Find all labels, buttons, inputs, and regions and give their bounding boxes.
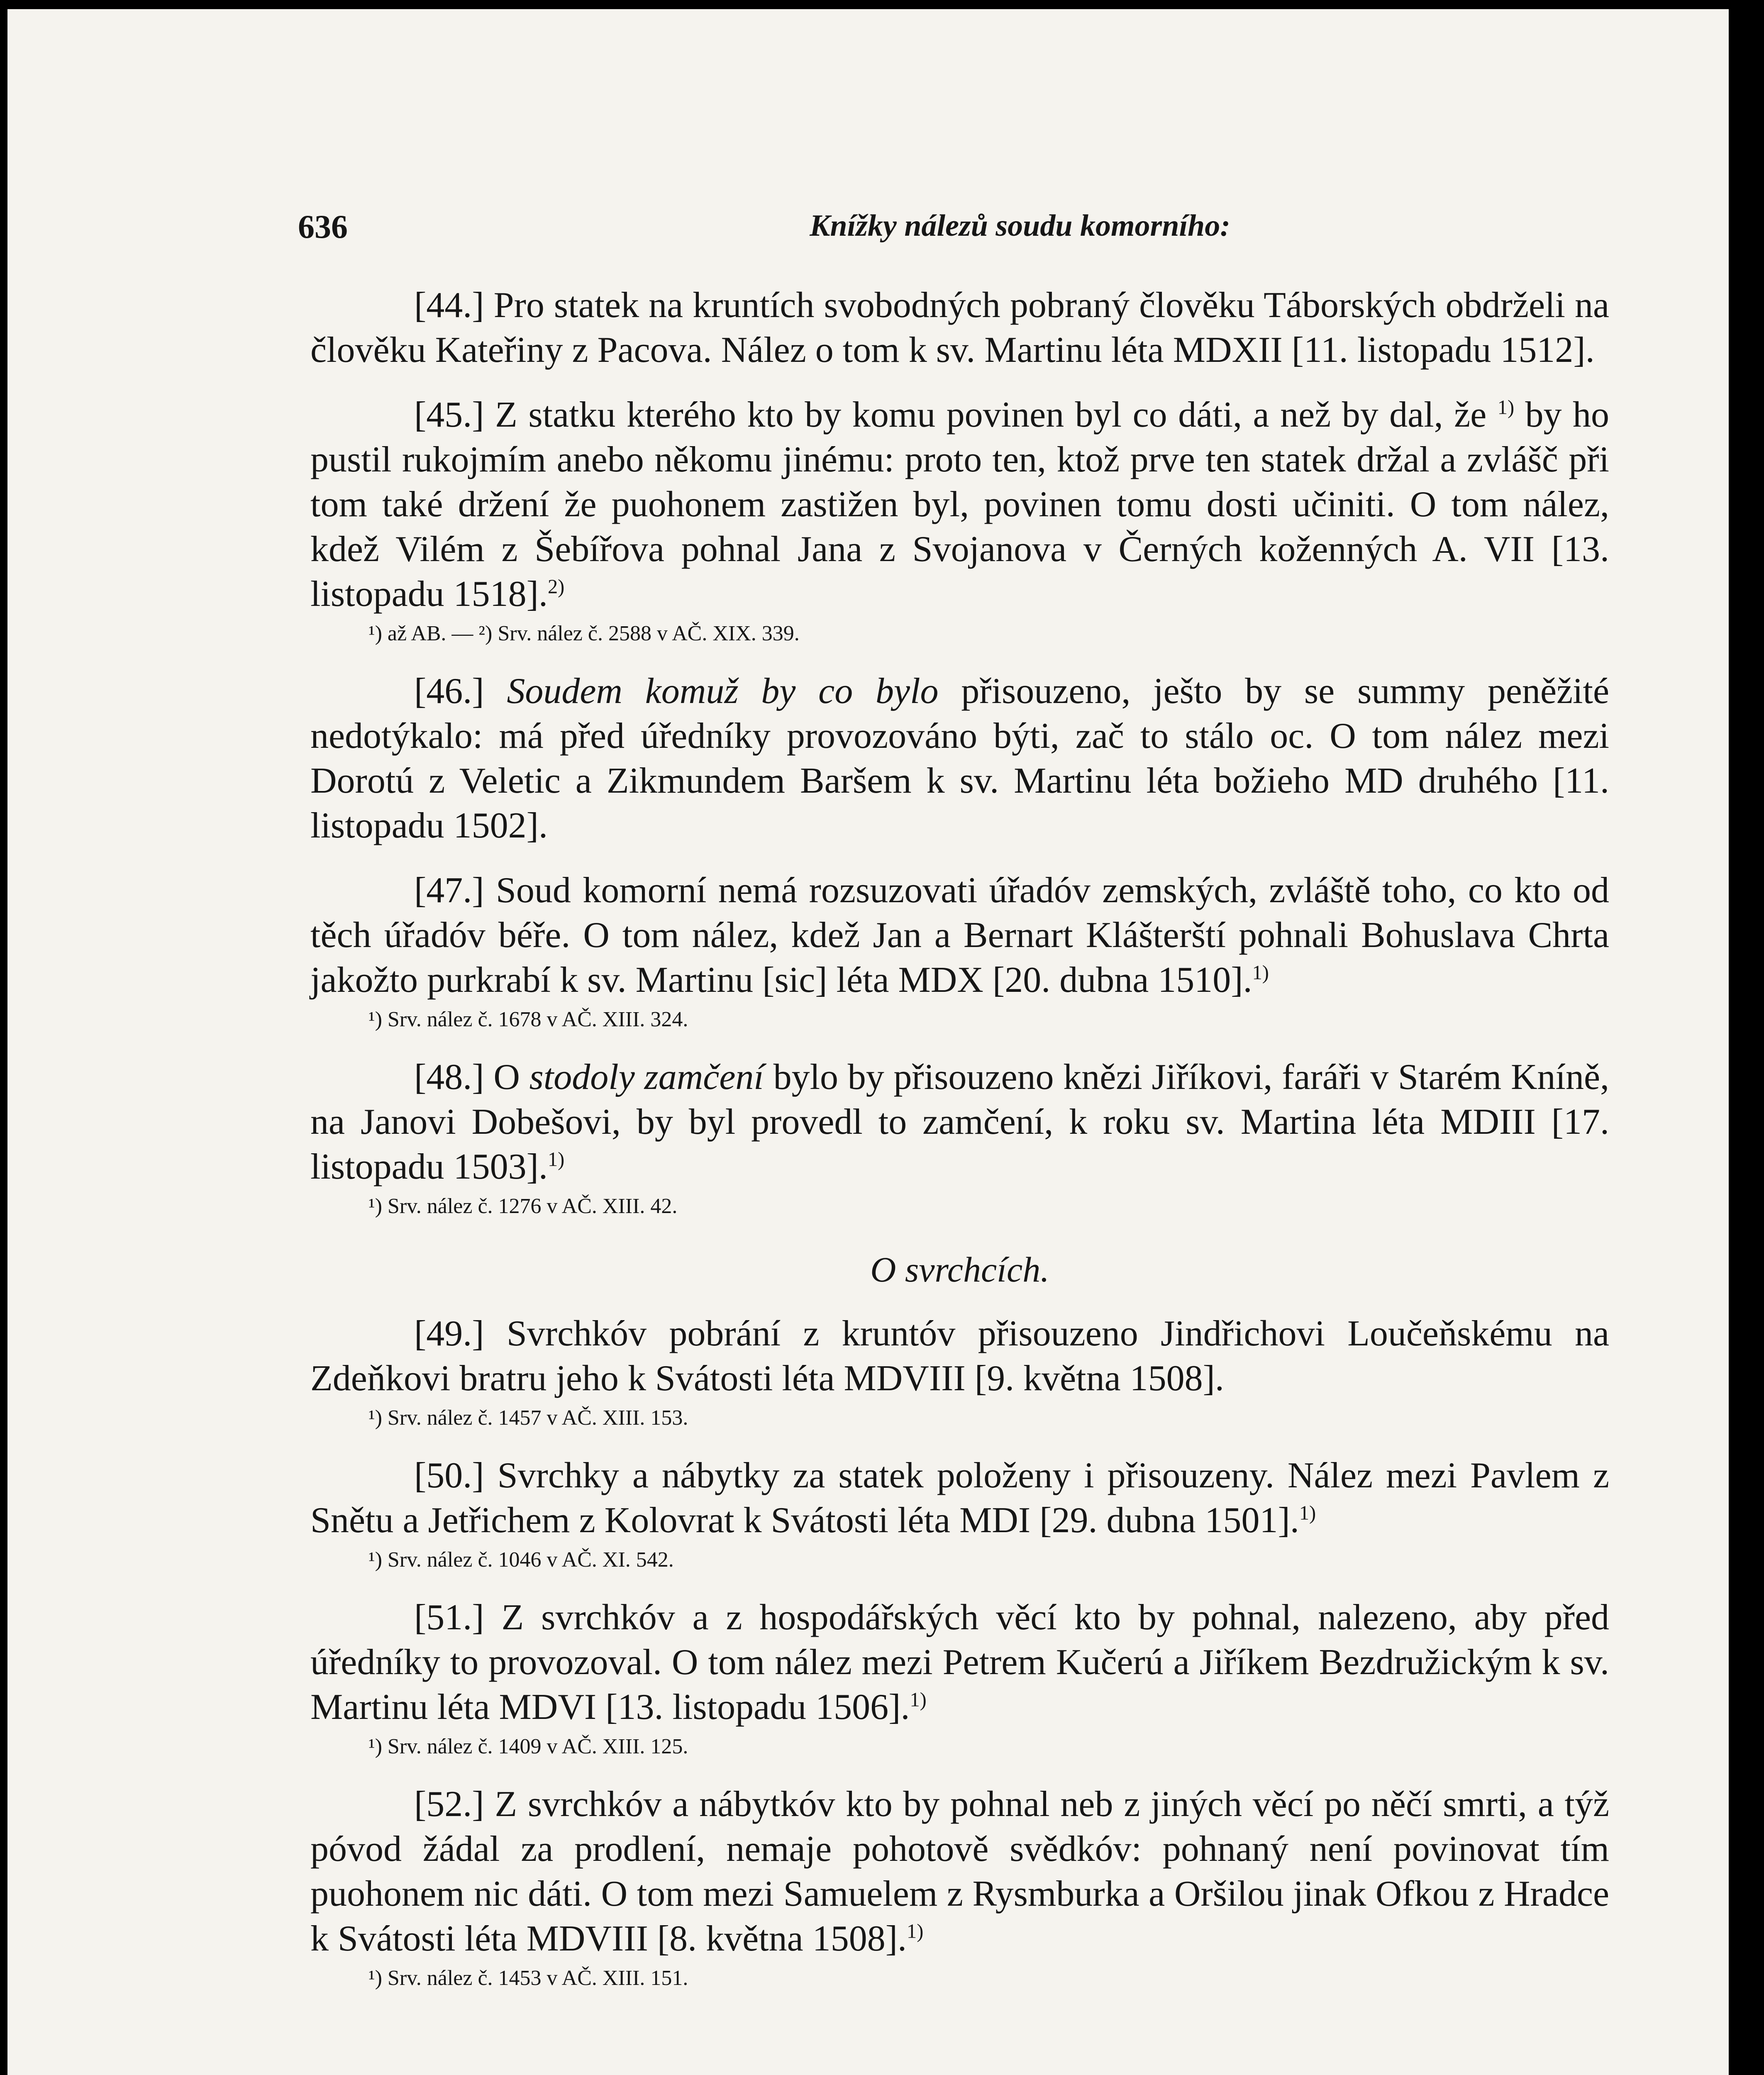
entry-50 [310, 1453, 1609, 1543]
entry-number: [44.] [414, 285, 484, 325]
footnote-mark: 1) [910, 1689, 927, 1711]
footnote-mark: 1) [1497, 396, 1515, 419]
entry-47 [310, 868, 1609, 1003]
section-heading: O svrchcích. [870, 1250, 1049, 1289]
footnote: ¹) Srv. nález č. 1457 v AČ. XIII. 153. [368, 1406, 688, 1430]
entry-49 [310, 1311, 1609, 1401]
footnote-mark: 1) [1299, 1502, 1316, 1524]
footnote: ¹) až AB. — ²) Srv. nález č. 2588 v AČ. XIX. 339. [368, 622, 800, 645]
entry-number: [45.] [414, 395, 484, 435]
entry-text: Z statku kterého kto by komu povinen byl co dáti, a než by dal, že [495, 395, 1487, 435]
footnote: ¹) Srv. nález č. 1409 v AČ. XIII. 125. [368, 1735, 688, 1758]
running-title: Knížky nálezů soudu komorního: [810, 209, 1230, 243]
running-head [298, 208, 1460, 258]
entry-51 [310, 1595, 1609, 1730]
entry-number: [51.] [414, 1597, 484, 1638]
footnote: ¹) Srv. nález č. 1453 v AČ. XIII. 151. [368, 1966, 688, 1990]
entry-text: Svrchky a nábytky za statek položeny i přisouzeny. Nález mezi Pavlem z Snětu a Jetřichem z Kolovrat k Svátosti léta MDI [29. dubna 1501]. [310, 1455, 1610, 1540]
footnote-mark: 1) [1252, 962, 1269, 984]
footnote-mark: 1) [547, 1148, 565, 1171]
entry-text: bylo by přisouzeno knězi Jiříkovi, faráři v Starém Kníně, na Janovi Dobešovi, by byl provedl to zamčení, k roku sv. Martina léta MDIII [17. listopadu 1503]. [310, 1057, 1609, 1187]
footnote: ¹) Srv. nález č. 1678 v AČ. XIII. 324. [368, 1008, 688, 1031]
entry-italic-phrase: stodoly zamčení [529, 1057, 764, 1097]
entry-text: Pro statek na kruntích svobodných pobraný člověku Táborských obdrželi na člověku Kateřiny z Pacova. Nález o tom k sv. Martinu léta MDXII [11. listopadu 1512]. [310, 285, 1609, 370]
entry-text: by ho pustil rukojmím anebo někomu jinému: proto ten, ktož prve ten statek držal a zvlášč při tom také držení že puohonem zastižen byl, povinen tomu dosti učiniti. O tom nález, kdež Vilém z Šebířova pohnal Jana z Svojanova v Černých koženných A. VII [13. listopadu 1518]. [310, 395, 1610, 614]
entry-text: O [493, 1057, 520, 1097]
entry-44 [310, 283, 1609, 373]
entry-number: [52.] [414, 1784, 484, 1824]
entry-number: [47.] [414, 870, 484, 911]
entry-text: Svrchkóv pobrání z kruntóv přisouzeno Jindřichovi Loučeňskému na Zdeňkovi bratru jeho k Svátosti léta MDVIII [9. května 1508]. [310, 1313, 1610, 1399]
footnote: ¹) Srv. nález č. 1276 v AČ. XIII. 42. [368, 1194, 678, 1218]
footnote-mark: 2) [547, 576, 565, 598]
page-number: 636 [298, 209, 348, 245]
entry-number: [50.] [414, 1455, 484, 1496]
entry-45 [310, 393, 1609, 617]
footnote: ¹) Srv. nález č. 1046 v AČ. XI. 542. [368, 1548, 674, 1572]
page-content [310, 283, 1609, 2014]
entry-number: [48.] [414, 1057, 484, 1097]
entry-text: Z svrchkóv a nábytkóv kto by pohnal neb z jiných věcí po něčí smrti, a týž póvod žádal za prodlení, nemaje pohotově svědkóv: pohnaný není povinovat tím puohonem nic dáti. O tom mezi Samuelem z Rysmburka a Oršilou jinak Ofkou z Hradce k Svátosti léta MDVIII [8. května 1508]. [310, 1784, 1610, 1959]
entry-text: přisouzeno, ješto by se summy peněžité nedotýkalo: má před úředníky provozováno býti, zač to stálo oc. O tom nález mezi Dorotú z Veletic a Zikmundem Baršem k sv. Martinu léta božieho MD druhého [11. listopadu 1502]. [310, 671, 1610, 846]
entry-text: Z svrchkóv a z hospodářských věcí kto by pohnal, nalezeno, aby před úředníky to provozoval. O tom nález mezi Petrem Kučerú a Jiříkem Bezdružickým k sv. Martinu léta MDVI [13. listopadu 1506]. [310, 1597, 1610, 1727]
entry-text: Soud komorní nemá rozsuzovati úřadóv zemských, zvláště toho, co kto od těch úřadóv béře. O tom nález, kdež Jan a Bernart Klášterští pohnali Bohuslava Chrta jakožto purkrabí k sv. Martinu [sic] léta MDX [20. dubna 1510]. [310, 870, 1609, 1000]
entry-number: [49.] [414, 1313, 484, 1354]
entry-52 [310, 1782, 1609, 1961]
entry-46 [310, 669, 1609, 848]
entry-number: [46.] [414, 671, 484, 711]
entry-48 [310, 1055, 1609, 1189]
book-page [7, 9, 1729, 2075]
footnote-mark: 1) [907, 1920, 924, 1943]
entry-italic-phrase: Soudem komuž by co bylo [507, 671, 939, 711]
